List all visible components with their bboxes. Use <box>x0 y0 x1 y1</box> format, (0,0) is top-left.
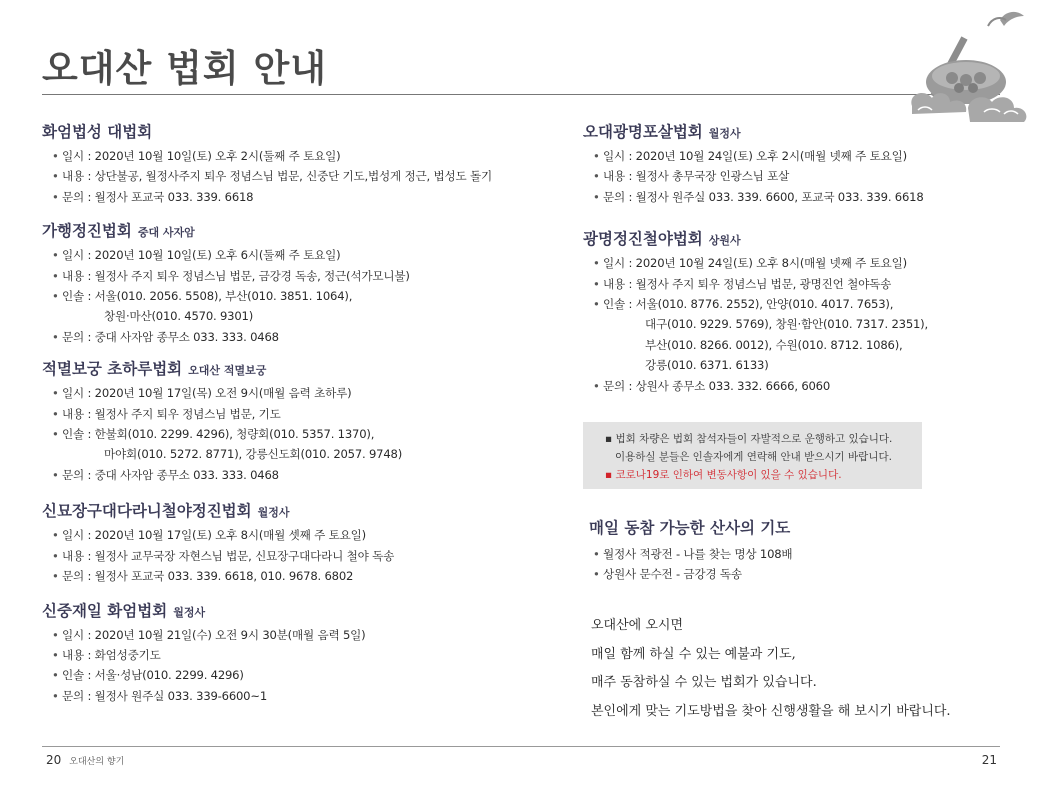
detail-line: • 일시 : 2020년 10월 21일(수) 오전 9시 30분(매월 음력 5일) <box>42 625 542 645</box>
closing-line: 매주 동참하실 수 있는 법회가 있습니다. <box>591 675 817 690</box>
page-title: 오대산 법회 안내 <box>42 46 327 90</box>
detail-line: 창원·마산(010. 4570. 9301) <box>104 309 254 324</box>
vehicle-notice-box <box>583 422 922 489</box>
detail-line: 대구(010. 9229. 5769), 창원·함안(010. 7317. 2351), <box>645 317 928 332</box>
detail-line: • 문의 : 상원사 종무소 033. 332. 6666, 6060 <box>583 376 1003 396</box>
event-gwangmyeong-jeongjin <box>583 225 1003 396</box>
footer-divider <box>42 746 1000 747</box>
title-divider <box>42 94 1000 95</box>
page-number-left: 20 <box>46 753 62 767</box>
detail-line: 강릉(010. 6371. 6133) <box>645 358 769 373</box>
detail-line: • 일시 : 2020년 10월 17일(목) 오전 9시(매월 음력 초하루) <box>42 383 542 403</box>
detail-line: • 인솔 : 서울(010. 2056. 5508), 부산(010. 3851. 1064), <box>42 286 542 306</box>
detail-line: • 내용 : 월정사 총무국장 인광스님 포살 <box>583 166 1003 186</box>
detail-line: • 문의 : 중대 사자암 종무소 033. 333. 0468 <box>42 465 542 485</box>
detail-line: • 일시 : 2020년 10월 10일(토) 오후 6시(둘째 주 토요일) <box>42 245 542 265</box>
event-details <box>42 383 542 485</box>
detail-line: • 내용 : 월정사 주지 퇴우 정념스님 법문, 기도 <box>42 404 542 424</box>
detail-line: • 문의 : 월정사 포교국 033. 339. 6618, 010. 9678. 6802 <box>42 566 542 586</box>
detail-line: • 내용 : 월정사 주지 퇴우 정념스님 법문, 금강경 독송, 정근(석가모니불) <box>42 266 542 286</box>
event-details <box>42 625 542 707</box>
detail-line: • 인솔 : 한불회(010. 2299. 4296), 청량회(010. 5357. 1370), <box>42 424 542 444</box>
event-sinjung <box>42 597 542 707</box>
closing-line: 오대산에 오시면 <box>591 618 684 633</box>
left-column <box>42 118 542 706</box>
page-number-right: 21 <box>981 753 997 767</box>
notice-warning: ▪ 코로나19로 인하여 변동사항이 있을 수 있습니다. <box>605 469 842 481</box>
detail-line: • 인솔 : 서울(010. 8776. 2552), 안양(010. 4017. 7653), <box>583 294 1003 314</box>
closing-line: 본인에게 맞는 기도방법을 찾아 신행생활을 해 보시기 바랍니다. <box>591 703 951 719</box>
detail-line: 마야회(010. 5272. 8771), 강릉신도회(010. 2057. 9748) <box>104 447 403 462</box>
detail-line: • 일시 : 2020년 10월 10일(토) 오후 2시(둘째 주 토요일) <box>42 146 542 166</box>
event-jeokmyeol <box>42 355 542 485</box>
event-gahaeng <box>42 217 542 347</box>
event-title: 가행정진법회 중대 사자암 <box>42 221 195 241</box>
daily-item: • 월정사 적광전 - 나를 찾는 명상 108배 <box>583 544 1003 564</box>
event-odae-gwangmyeong <box>583 118 1003 207</box>
event-sinmyo <box>42 497 542 586</box>
detail-line: • 인솔 : 서울·성남(010. 2299. 4296) <box>42 665 542 685</box>
event-details <box>583 253 1003 396</box>
detail-line: • 문의 : 월정사 포교국 033. 339. 6618 <box>42 187 542 207</box>
detail-line: • 내용 : 월정사 주지 퇴우 정념스님 법문, 광명진언 철야독송 <box>583 274 1003 294</box>
magazine-name: 오대산의 향기 <box>69 757 125 767</box>
footer-left <box>46 753 124 767</box>
right-column <box>583 118 1003 396</box>
event-details <box>42 245 542 347</box>
detail-line: • 일시 : 2020년 10월 24일(토) 오후 2시(매월 넷째 주 토요일) <box>583 146 1003 166</box>
event-title: 신중재일 화엄법회 월정사 <box>42 600 206 620</box>
detail-line: 부산(010. 8266. 0012), 수원(010. 8712. 1086), <box>645 337 903 352</box>
monk-bowl-illustration <box>888 6 1038 128</box>
event-title: 적멸보궁 초하루법회 오대산 적멸보궁 <box>42 359 267 379</box>
event-hwaeom <box>42 118 542 207</box>
detail-line: • 일시 : 2020년 10월 24일(토) 오후 8시(매월 넷째 주 토요일) <box>583 253 1003 273</box>
daily-list <box>583 544 1003 585</box>
notice-line: ▪ 법회 차량은 법회 참석자들이 자발적으로 운행하고 있습니다. <box>605 433 893 445</box>
closing-message <box>591 612 951 726</box>
detail-line: • 문의 : 월정사 원주실 033. 339-6600~1 <box>42 686 542 706</box>
detail-line: • 문의 : 월정사 원주실 033. 339. 6600, 포교국 033. 339. 6618 <box>583 187 1003 207</box>
detail-line: • 문의 : 중대 사자암 종무소 033. 333. 0468 <box>42 327 542 347</box>
daily-prayer-section <box>583 514 1003 585</box>
notice-line: 이용하실 분들은 인솔자에게 연락해 안내 받으시기 바랍니다. <box>615 451 892 463</box>
event-details <box>42 146 542 207</box>
event-title: 신묘장구대다라니철야정진법회 월정사 <box>42 501 290 521</box>
event-title: 광명정진철야법회 상원사 <box>583 229 741 249</box>
detail-line: • 내용 : 상단불공, 월정사주지 퇴우 정념스님 법문, 신중단 기도,법성게 정근, 법성도 돌기 <box>42 166 542 186</box>
detail-line: • 내용 : 월정사 교무국장 자현스님 법문, 신묘장구대다라니 철야 독송 <box>42 546 542 566</box>
event-title: 화엄법성 대법회 <box>42 122 153 141</box>
daily-title: 매일 동참 가능한 산사의 기도 <box>589 518 791 537</box>
daily-item: • 상원사 문수전 - 금강경 독송 <box>583 564 1003 584</box>
detail-line: • 일시 : 2020년 10월 17일(토) 오후 8시(매월 셋째 주 토요일) <box>42 525 542 545</box>
event-details <box>42 525 542 586</box>
event-title: 오대광명포살법회 월정사 <box>583 122 741 141</box>
closing-line: 매일 함께 하실 수 있는 예불과 기도, <box>591 646 796 662</box>
detail-line: • 내용 : 화엄성중기도 <box>42 645 542 665</box>
event-details <box>583 146 1003 207</box>
